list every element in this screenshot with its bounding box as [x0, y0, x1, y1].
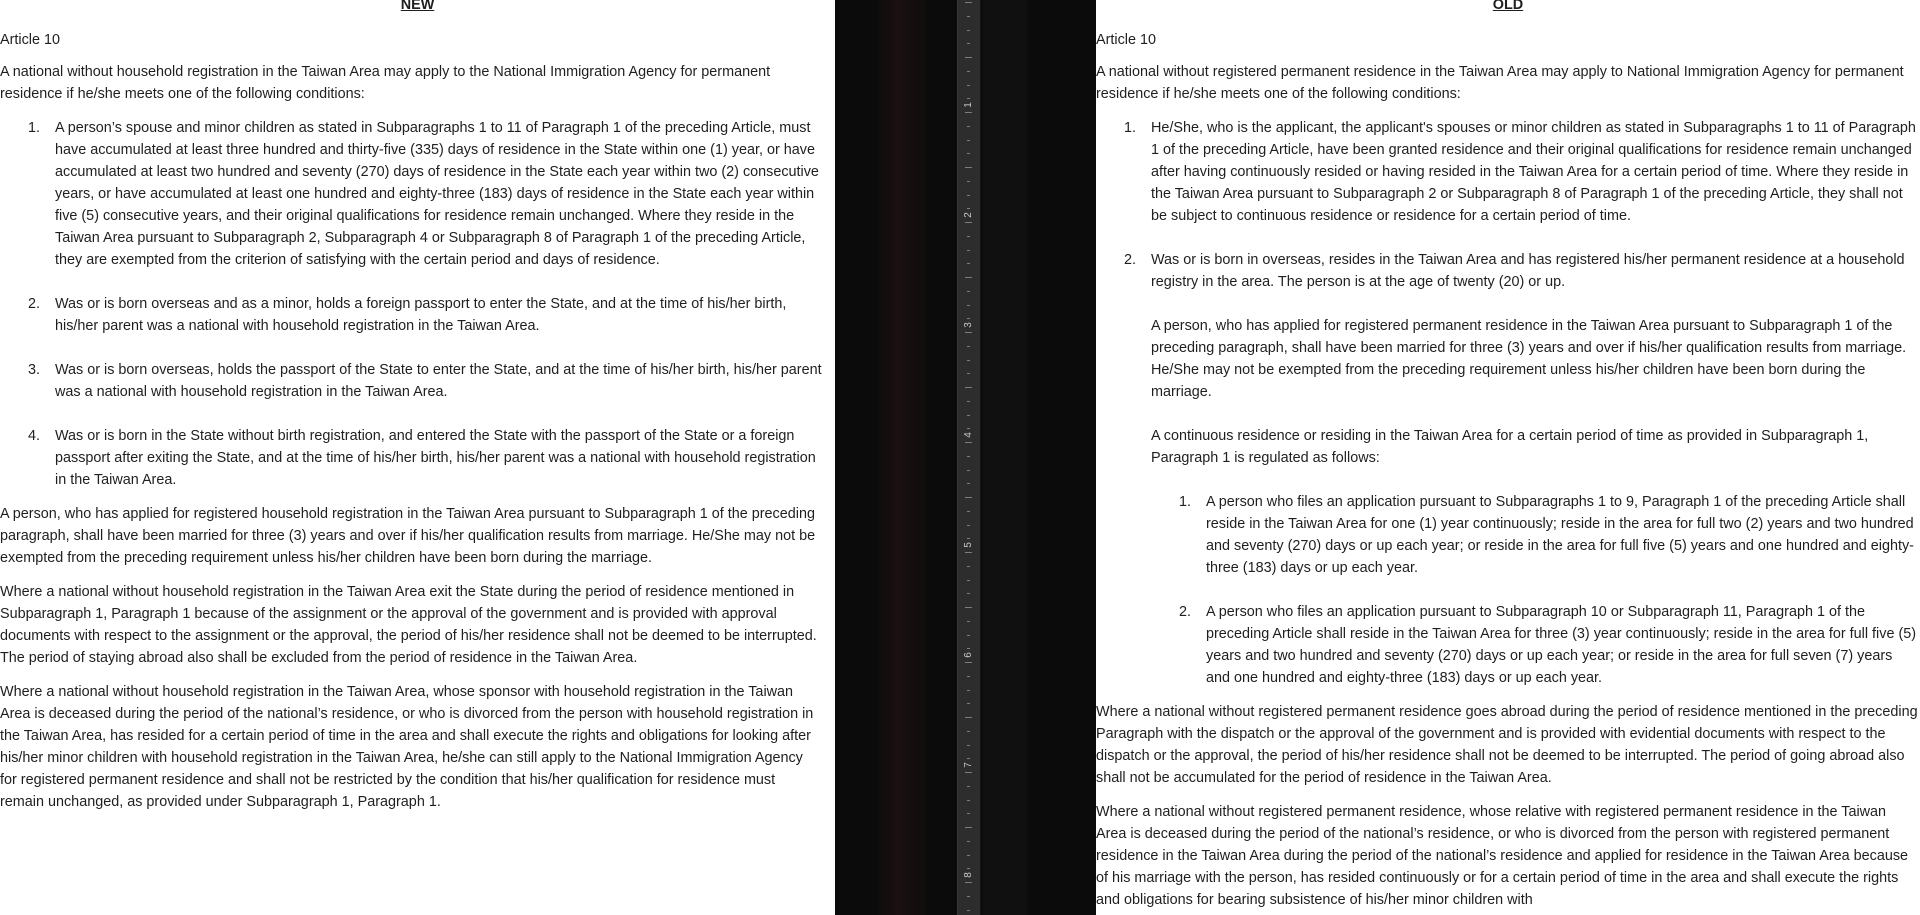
- list-item-text: A person’s spouse and minor children as stated in Subparagraphs 1 to 11 of Paragraph 1 of the preceding Article, must have accumulated at least three hundred and thirty-five (335) days of residence in the State within one (1) year, or have accumulated at least two hundred and seventy (270) days of residence in the State each year within two (2) consecutive years, or have accumulated at least one hundred and eighty-three (183) days of residence in the State each year within five (5) consecutive years, and their original qualifications for residence remain unchanged. Where they reside in the Taiwan Area pursuant to Subparagraph 2, Subparagraph 4 or Subparagraph 8 of Paragraph 1 of the preceding Article, they are exempted from the criterion of satisfying with the certain period and days of residence.: [55, 120, 819, 268]
- ruler-tick: [967, 153, 970, 154]
- ruler-tick: [967, 71, 970, 72]
- list-item-text: Was or is born in overseas, resides in the Taiwan Area and has registered his/her permanent residence at a household registry in the area. The person is at the age of twenty (20) or up.: [1151, 252, 1905, 290]
- ruler-tick: [967, 621, 970, 622]
- ruler-tick: [967, 98, 970, 99]
- ruler-tick: [967, 703, 970, 704]
- vertical-ruler[interactable]: [957, 0, 981, 915]
- ruler-tick: [967, 236, 970, 237]
- list-item: [0, 425, 822, 491]
- ruler-tick: [967, 593, 970, 594]
- ruler-tick: [967, 910, 970, 911]
- ruler-number: 8: [963, 872, 974, 878]
- ruler-tick: [965, 277, 972, 278]
- ruler-number: 7: [963, 762, 974, 768]
- ruler-tick: [967, 181, 970, 182]
- ruler-tick: [965, 57, 972, 58]
- list-item-number: 4.: [28, 428, 41, 444]
- ruler-tick: [967, 208, 970, 209]
- new-conditions-list: [0, 117, 822, 491]
- list-item-number: 3.: [28, 362, 41, 378]
- ruler-tick: [967, 538, 970, 539]
- ruler-tick: [965, 717, 972, 718]
- new-heading: NEW: [400, 0, 435, 13]
- list-item-number: 1.: [28, 120, 41, 136]
- ruler-tick: [967, 250, 970, 251]
- ruler-tick: [965, 112, 972, 113]
- ruler-tick: [967, 373, 970, 374]
- ruler-tick: [967, 758, 970, 759]
- ruler-tick: [967, 813, 970, 814]
- ruler-tick: [967, 195, 970, 196]
- list-item-text: Was or is born in the State without birth registration, and entered the State with the passport of the State or a foreign passport after exiting the State, and at the time of his/her birth, his/her parent was a national with household registration in the Taiwan Area.: [55, 428, 816, 488]
- new-document-page: [0, 0, 835, 915]
- list-item-number: 1.: [1124, 120, 1137, 136]
- sub-list-item: [1151, 601, 1918, 689]
- new-article-title: Article 10: [0, 32, 60, 48]
- ruler-tick: [967, 470, 970, 471]
- ruler-tick: [967, 428, 970, 429]
- old-sub-list: [1151, 491, 1918, 689]
- old-document-body: [1096, 29, 1918, 915]
- list-item-text: Was or is born overseas and as a minor, holds a foreign passport to enter the State, and at the time of his/her birth, his/her parent was a national with household registration in the Taiwan Area.: [55, 296, 787, 334]
- new-paragraph: Where a national without household registration in the Taiwan Area, whose sponsor with household registration in the Taiwan Area is deceased during the period of the national’s residence, or who is divorced from the person with household registration in the Taiwan Area, has resided for a certain period of time in the area and shall execute the rights and obligations for looking after his/her minor children with household registration in the Taiwan Area, he/she can still apply to the National Immigration Agency for registered permanent residence and shall not be restricted by the condition that his/her qualification for residence must remain unchanged, as provided under Subparagraph 1, Paragraph 1.: [0, 684, 814, 810]
- ruler-tick: [967, 841, 970, 842]
- sub-list-item-number: 1.: [1179, 494, 1192, 510]
- ruler-number: 2: [963, 212, 974, 218]
- list-item-number: 2.: [1124, 252, 1137, 268]
- sub-list-item-number: 2.: [1179, 604, 1192, 620]
- ruler-tick: [967, 346, 970, 347]
- old-item-sub-paragraph: A person, who has applied for registered permanent residence in the Taiwan Area pursuant to Subparagraph 1 of the preceding paragraph, shall have been married for three (3) years and over if his/her qualification results from marriage. He/She may not be exempted from the preceding requirement unless his/her children have been born during the marriage.: [1151, 318, 1907, 400]
- ruler-tick: [967, 745, 970, 746]
- ruler-tick: [967, 483, 970, 484]
- ruler-tick: [965, 552, 972, 553]
- ruler-tick: [967, 456, 970, 457]
- ruler-tick: [967, 43, 970, 44]
- ruler-tick: [967, 415, 970, 416]
- ruler-tick: [965, 2, 972, 3]
- ruler-tick: [967, 896, 970, 897]
- ruler-number: 4: [963, 432, 974, 438]
- new-intro-paragraph: A national without household registration in the Taiwan Area may apply to the National Immigration Agency for permanent residence if he/she meets one of the following conditions:: [0, 64, 771, 102]
- list-item-text: He/She, who is the applicant, the applicant's spouses or minor children as stated in Subparagraphs 1 to 11 of Paragraph 1 of the preceding Article, have been granted residence and their original qualifications for residence remain unchanged after having continuously resided or having resided in the Taiwan Area for a certain period of time. Where they reside in the Taiwan Area pursuant to Subparagraph 2 or Subparagraph 8 of Paragraph 1 of the preceding Article, they shall not be subject to continuous residence or residence for a certain period of time.: [1151, 120, 1916, 224]
- ruler-tick: [967, 401, 970, 402]
- old-document-page: [1096, 0, 1920, 915]
- old-conditions-list: [1096, 117, 1918, 689]
- ruler-tick: [965, 222, 972, 223]
- divider-strip: [983, 0, 1027, 915]
- ruler-tick: [967, 690, 970, 691]
- ruler-tick: [965, 332, 972, 333]
- old-item-sub-paragraph: A continuous residence or residing in the Taiwan Area for a certain period of time as provided in Subparagraph 1, Paragraph 1 is regulated as follows:: [1151, 428, 1869, 466]
- list-item: [1096, 249, 1918, 689]
- list-item: [0, 359, 822, 403]
- ruler-tick: [967, 800, 970, 801]
- ruler-tick: [965, 827, 972, 828]
- sub-list-item-text: A person who files an application pursuant to Subparagraph 10 or Subparagraph 11, Paragraph 1 of the preceding Article shall reside in the Taiwan Area for three (3) year continuously; reside in the area for full five (5) years and two hundred and seventy (270) days or up each year; or reside in the area for full seven (7) years and one hundred and eighty-three (183) days or up each year.: [1206, 604, 1917, 686]
- ruler-number: 1: [963, 102, 974, 108]
- ruler-tick: [965, 607, 972, 608]
- ruler-tick: [967, 635, 970, 636]
- ruler-tick: [965, 167, 972, 168]
- old-heading: OLD: [1492, 0, 1524, 13]
- ruler-tick: [967, 318, 970, 319]
- new-document-body: [0, 29, 822, 825]
- ruler-tick: [965, 882, 972, 883]
- new-paragraph: Where a national without household registration in the Taiwan Area exit the State during the period of residence mentioned in Subparagraph 1, Paragraph 1 because of the assignment or the approval of the government and is provided with approval documents with respect to the assignment or the approval, the period of his/her residence shall not be deemed to be interrupted. The period of staying abroad also shall be excluded from the period of residence in the Taiwan Area.: [0, 584, 817, 666]
- ruler-tick: [967, 16, 970, 17]
- ruler-tick: [967, 291, 970, 292]
- ruler-number: 3: [963, 322, 974, 328]
- ruler-tick: [967, 580, 970, 581]
- divider-shadow: [877, 0, 927, 915]
- ruler-tick: [967, 126, 970, 127]
- sub-list-item-text: A person who files an application pursuant to Subparagraphs 1 to 9, Paragraph 1 of the preceding Article shall reside in the Taiwan Area for one (1) year continuously; reside in the area for full two (2) years and two hundred and seventy (270) days or up each year; or reside in the area for full five (5) years and one hundred and eighty-three (183) days or up each year.: [1206, 494, 1914, 576]
- ruler-tick: [967, 511, 970, 512]
- list-item-number: 2.: [28, 296, 41, 312]
- ruler-tick: [965, 662, 972, 663]
- ruler-tick: [967, 676, 970, 677]
- ruler-tick: [967, 30, 970, 31]
- list-item-text: Was or is born overseas, holds the passport of the State to enter the State, and at the time of his/her birth, his/her parent was a national with household registration in the Taiwan Area.: [55, 362, 822, 400]
- ruler-tick: [965, 772, 972, 773]
- ruler-number: 6: [963, 652, 974, 658]
- ruler-tick: [967, 731, 970, 732]
- ruler-tick: [967, 140, 970, 141]
- ruler-tick: [967, 305, 970, 306]
- ruler-tick: [967, 786, 970, 787]
- sub-list-item: [1151, 491, 1918, 579]
- page-divider: [835, 0, 1096, 915]
- old-paragraph: Where a national without registered permanent residence, whose relative with registered permanent residence in the Taiwan Area is deceased during the period of the national’s residence, or who is divorced from the person with registered permanent residence in the Taiwan Area during the period of the national’s residence and applied for residence in the Taiwan Area because of his marriage with the person, has resided continuously or for a certain period of time in the area and shall execute the rights and obligations for bearing subsistence of his/her minor children with: [1096, 804, 1909, 908]
- ruler-tick: [967, 263, 970, 264]
- list-item: [1096, 117, 1918, 227]
- ruler-tick: [965, 442, 972, 443]
- old-article-title: Article 10: [1096, 32, 1156, 48]
- ruler-tick: [965, 387, 972, 388]
- ruler-number: 5: [963, 542, 974, 548]
- list-item: [0, 117, 822, 271]
- ruler-tick: [967, 85, 970, 86]
- ruler-tick: [967, 360, 970, 361]
- old-paragraph: Where a national without registered permanent residence goes abroad during the period of residence mentioned in the preceding Paragraph with the dispatch or the approval of the government and is provided with evidential documents with respect to the dispatch or the approval, the period of his/her residence shall not be deemed to be interrupted. The period of going abroad also shall not be accumulated for the period of residence in the Taiwan Area.: [1096, 704, 1918, 786]
- ruler-tick: [967, 868, 970, 869]
- list-item: [0, 293, 822, 337]
- ruler-tick: [967, 648, 970, 649]
- ruler-tick: [967, 855, 970, 856]
- ruler-tick: [967, 525, 970, 526]
- old-intro-paragraph: A national without registered permanent residence in the Taiwan Area may apply to National Immigration Agency for permanent residence if he/she meets one of the following conditions:: [1096, 64, 1904, 102]
- new-paragraph: A person, who has applied for registered household registration in the Taiwan Area pursuant to Subparagraph 1 of the preceding paragraph, shall have been married for three (3) years and over if his/her qualification results from marriage. He/She may not be exempted from the preceding requirement unless his/her children have been born during the marriage.: [0, 506, 816, 566]
- ruler-tick: [967, 566, 970, 567]
- ruler-tick: [965, 497, 972, 498]
